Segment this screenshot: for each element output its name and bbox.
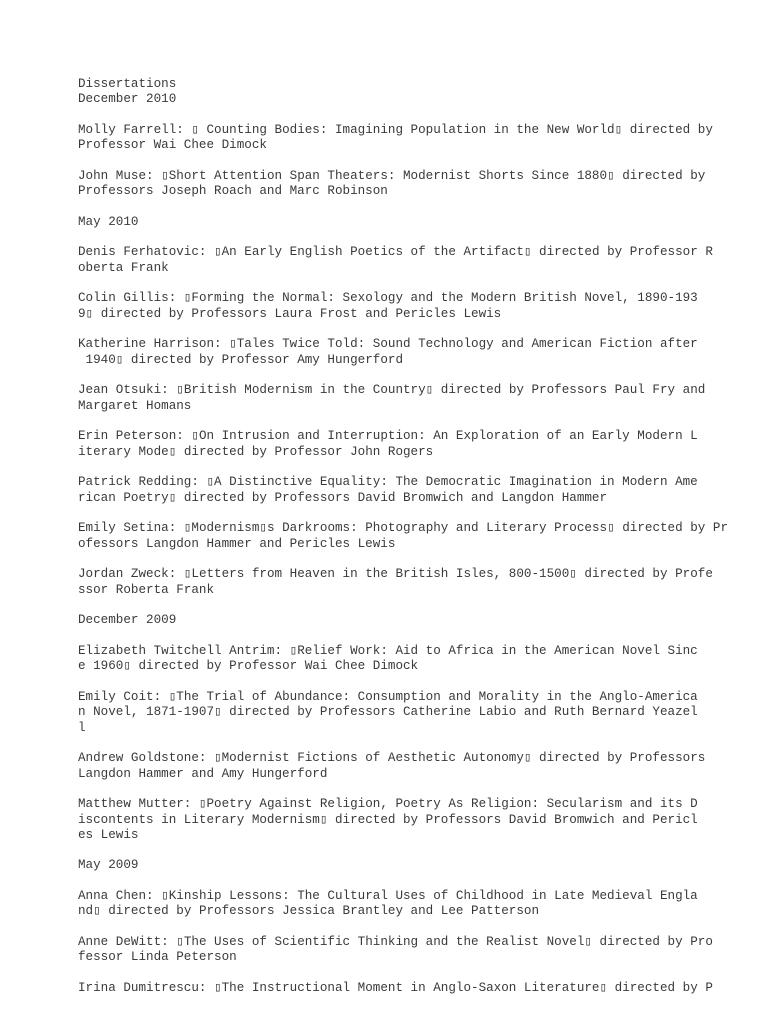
text-line: December 2010 <box>78 92 177 107</box>
blank-line <box>78 108 748 123</box>
text-line: Elizabeth Twitchell Antrim: ▯Relief Work: Aid to Africa in the American Novel Sinc <box>78 643 698 658</box>
text-line: Colin Gillis: ▯Forming the Normal: Sexology and the Modern British Novel, 1890-193 <box>78 291 698 306</box>
blank-line <box>78 460 748 475</box>
text-line: Matthew Mutter: ▯Poetry Against Religion, Poetry As Religion: Secularism and its D <box>78 797 698 812</box>
text-line: Katherine Harrison: ▯Tales Twice Told: Sound Technology and American Fiction after <box>78 337 698 352</box>
blank-line <box>78 782 748 797</box>
text-line: December 2009 <box>78 613 177 628</box>
text-line: ssor Roberta Frank <box>78 582 215 597</box>
blank-line <box>78 629 748 644</box>
text-line: 9▯ directed by Professors Laura Frost and Pericles Lewis <box>78 306 502 321</box>
blank-line <box>78 230 748 245</box>
text-line: May 2010 <box>78 214 139 229</box>
blank-line <box>78 154 748 169</box>
text-line: es Lewis <box>78 827 139 842</box>
text-line: Professor Wai Chee Dimock <box>78 138 267 153</box>
text-line: Emily Coit: ▯The Trial of Abundance: Consumption and Morality in the Anglo-America <box>78 689 698 704</box>
text-line: ofessors Langdon Hammer and Pericles Lewis <box>78 536 396 551</box>
blank-line <box>78 276 748 291</box>
blank-line <box>78 920 748 935</box>
text-line: n Novel, 1871-1907▯ directed by Professors Catherine Labio and Ruth Bernard Yeazel <box>78 705 698 720</box>
blank-line <box>78 598 748 613</box>
text-line: e 1960▯ directed by Professor Wai Chee Dimock <box>78 659 419 674</box>
blank-line <box>78 414 748 429</box>
blank-line <box>78 874 748 889</box>
text-line: Molly Farrell: ▯ Counting Bodies: Imagining Population in the New World▯ directed by <box>78 122 713 137</box>
text-line: oberta Frank <box>78 260 169 275</box>
text-line: nd▯ directed by Professors Jessica Brantley and Lee Patterson <box>78 904 540 919</box>
text-line: Jordan Zweck: ▯Letters from Heaven in the British Isles, 800-1500▯ directed by Profe <box>78 567 713 582</box>
text-line: Anne DeWitt: ▯The Uses of Scientific Thinking and the Realist Novel▯ directed by Pro <box>78 935 713 950</box>
text-line: Margaret Homans <box>78 398 192 413</box>
blank-line <box>78 368 748 383</box>
blank-line <box>78 966 748 981</box>
text-line: Professors Joseph Roach and Marc Robinson <box>78 184 388 199</box>
text-line: 1940▯ directed by Professor Amy Hungerford <box>78 352 403 367</box>
text-line: Denis Ferhatovic: ▯An Early English Poetics of the Artifact▯ directed by Professor R <box>78 245 713 260</box>
text-line: Patrick Redding: ▯A Distinctive Equality: The Democratic Imagination in Modern Ame <box>78 475 698 490</box>
text-line: fessor Linda Peterson <box>78 950 237 965</box>
blank-line <box>78 675 748 690</box>
text-line: iterary Mode▯ directed by Professor John Rogers <box>78 444 434 459</box>
text-line: rican Poetry▯ directed by Professors David Bromwich and Langdon Hammer <box>78 490 608 505</box>
text-line: Dissertations <box>78 77 177 91</box>
text-line: Emily Setina: ▯Modernism▯s Darkrooms: Photography and Literary Process▯ directed by Pr <box>78 521 729 536</box>
text-line: l <box>78 720 86 735</box>
text-line: May 2009 <box>78 858 139 873</box>
blank-line <box>78 736 748 751</box>
text-line: iscontents in Literary Modernism▯ directed by Professors David Bromwich and Pericl <box>78 812 698 827</box>
text-line: Jean Otsuki: ▯British Modernism in the Country▯ directed by Professors Paul Fry and <box>78 383 706 398</box>
text-line: John Muse: ▯Short Attention Span Theaters: Modernist Shorts Since 1880▯ directed by <box>78 168 706 183</box>
text-line: Andrew Goldstone: ▯Modernist Fictions of Aesthetic Autonomy▯ directed by Professors <box>78 751 706 766</box>
text-line: Anna Chen: ▯Kinship Lessons: The Cultural Uses of Childhood in Late Medieval Engla <box>78 889 698 904</box>
text-line: Langdon Hammer and Amy Hungerford <box>78 766 328 781</box>
text-line: Erin Peterson: ▯On Intrusion and Interruption: An Exploration of an Early Modern L <box>78 429 698 444</box>
blank-line <box>78 322 748 337</box>
text-line: Irina Dumitrescu: ▯The Instructional Moment in Anglo-Saxon Literature▯ directed by P <box>78 980 713 995</box>
blank-line <box>78 200 748 215</box>
document-page <box>78 77 748 996</box>
blank-line <box>78 843 748 858</box>
blank-line <box>78 506 748 521</box>
blank-line <box>78 552 748 567</box>
